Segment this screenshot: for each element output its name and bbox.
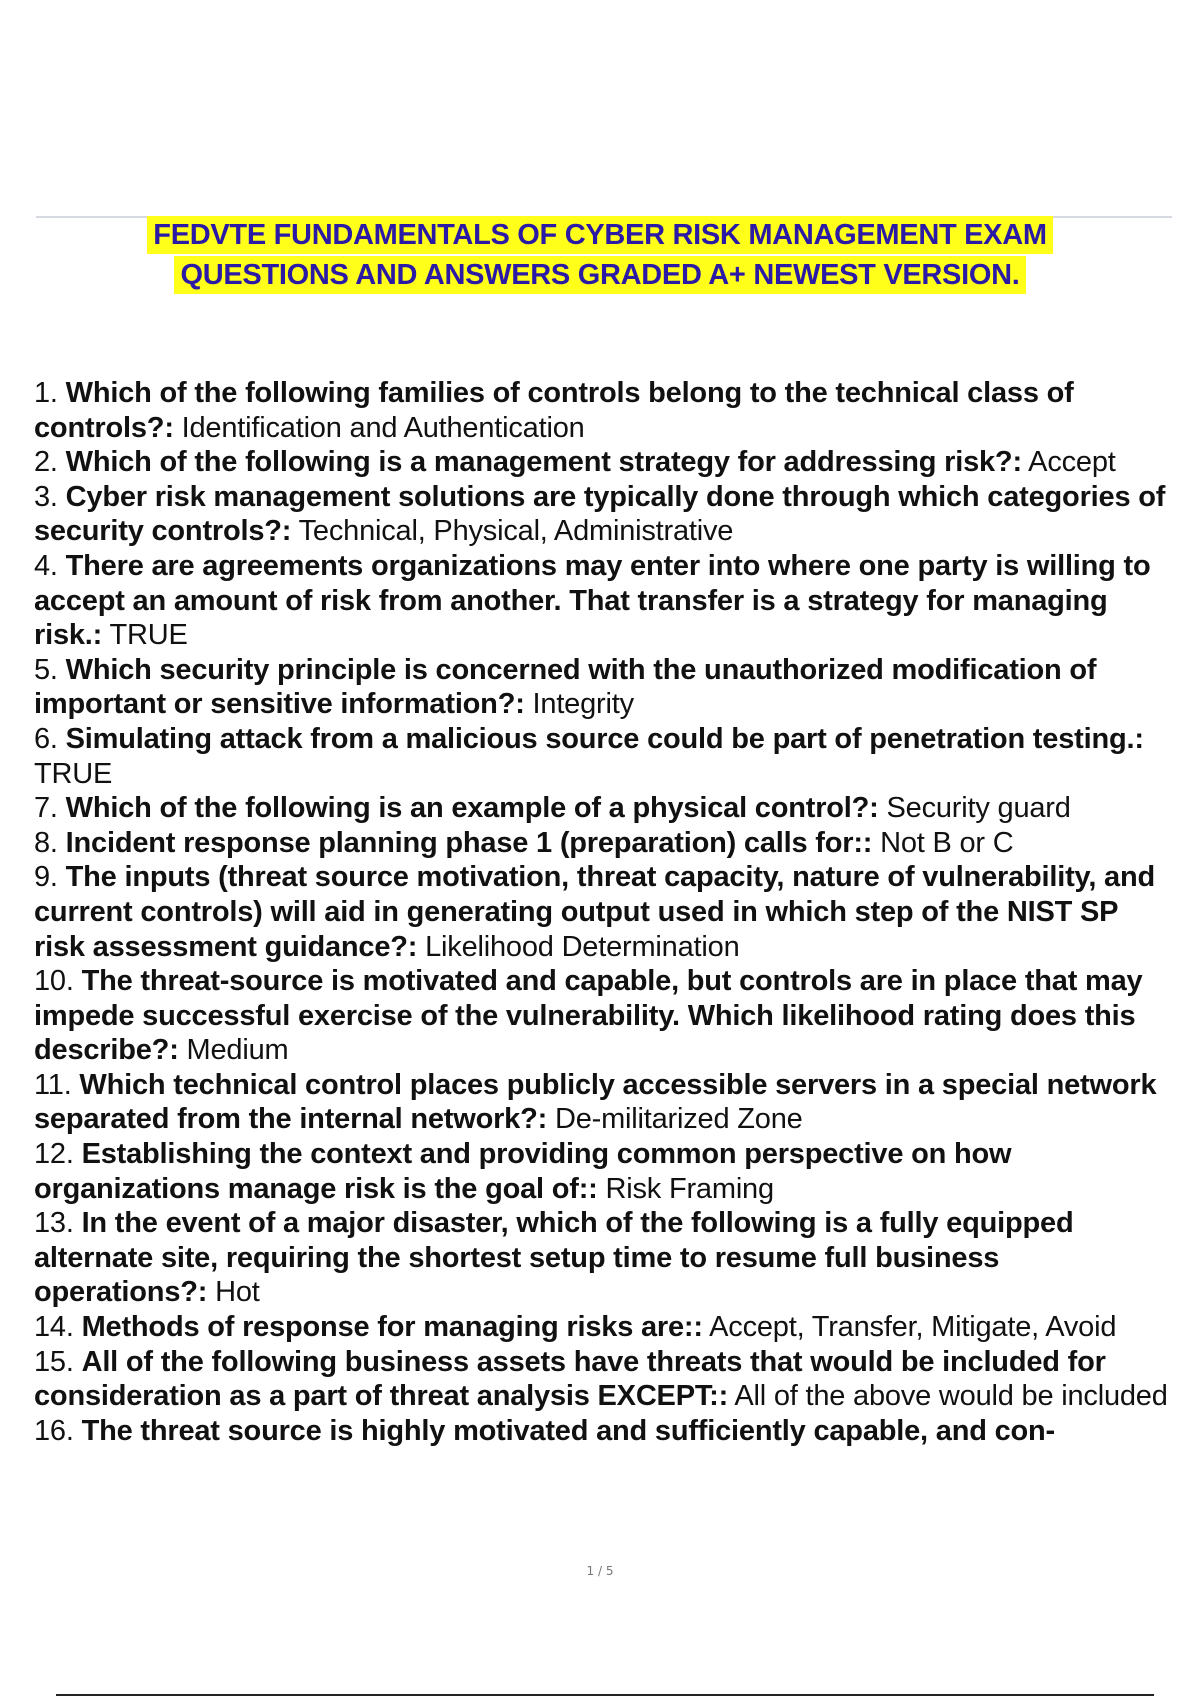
question-text: Which of the following families of controls belong to the technical class of controls?: [34,377,1074,444]
qa-item [34,860,1168,964]
answer-text: TRUE [109,619,188,652]
answer-text: Security guard [886,792,1071,825]
title-line-1: FEDVTE FUNDAMENTALS OF CYBER RISK MANAGEMENT EXAM [147,216,1052,254]
qa-item [34,722,1168,791]
answer-text: Accept [1028,446,1116,479]
answer-text: De-militarized Zone [554,1103,803,1136]
question-text: In the event of a major disaster, which of the following is a fully equipped alternate site, requiring the shortest setup time to resume full business operations?: [34,1207,1074,1309]
qa-item [34,653,1168,722]
item-number: 13. [34,1207,74,1240]
question-text: There are agreements organizations may enter into where one party is willing to accept an amount of risk from another. That transfer is a strategy for managing risk.: [34,549,1151,652]
item-number: 3. [34,480,58,513]
qa-item [34,1206,1168,1310]
document-title [0,216,1200,294]
item-number: 8. [34,826,58,859]
qa-item [34,964,1168,1068]
question-text: Incident response planning phase 1 (preparation) calls for:: [65,826,873,859]
qa-item [34,791,1168,826]
qa-list [34,376,1168,1448]
question-text: The inputs (threat source motivation, threat capacity, nature of vulnerability, and current controls) will aid in generating output used in which step of the NIST SP risk assessment guidance?: [34,861,1156,963]
qa-item [34,376,1168,445]
qa-item [34,1345,1168,1414]
item-number: 12. [34,1138,74,1171]
qa-item [34,1137,1168,1206]
page-number: 1 / 5 [586,1564,614,1578]
question-text: Which security principle is concerned with the unauthorized modification of important or sensitive information?: [34,653,1097,721]
answer-text: Likelihood Determination [425,930,740,963]
title-line-2: QUESTIONS AND ANSWERS GRADED A+ NEWEST VERSION. [174,256,1025,294]
item-number: 10. [34,965,74,998]
question-text: Which of the following is a management strategy for addressing risk?: [65,446,1022,479]
qa-item [34,549,1168,653]
qa-item [34,480,1168,549]
qa-item [34,1414,1168,1449]
question-text: The threat source is highly motivated and sufficiently capable, and con- [81,1414,1055,1447]
answer-text: Technical, Physical, Administrative [298,515,734,548]
question-text: The threat-source is motivated and capable, but controls are in place that may impede successful exercise of the vulnerability. Which likelihood rating does this describe?: [34,965,1143,1067]
answer-text: Integrity [532,688,634,721]
item-number: 14. [34,1311,74,1344]
question-text: Cyber risk management solutions are typically done through which categories of security controls?: [34,480,1166,548]
item-number: 15. [34,1345,74,1378]
question-text: Which technical control places publicly accessible servers in a special network separated from the internal network?: [34,1068,1157,1136]
item-number: 1. [34,377,58,409]
question-text: Methods of response for managing risks are:: [81,1311,703,1344]
item-number: 5. [34,653,58,686]
answer-text: Accept, Transfer, Mitigate, Avoid [709,1311,1117,1344]
question-text: Establishing the context and providing common perspective on how organizations manage risk is the goal of:: [34,1138,1012,1205]
item-number: 2. [34,446,58,479]
qa-item [34,826,1168,861]
qa-item [34,1310,1168,1345]
qa-item [34,1068,1168,1137]
item-number: 11. [34,1068,72,1101]
bottom-divider [56,1694,1154,1696]
item-number: 7. [34,792,58,825]
answer-text: Not B or C [880,826,1014,859]
answer-text: Hot [215,1276,260,1309]
item-number: 4. [34,549,58,582]
qa-item [34,445,1168,480]
item-number: 9. [34,861,58,894]
answer-text: Risk Framing [605,1172,774,1205]
question-text: Which of the following is an example of a physical control?: [65,792,879,825]
item-number: 16. [34,1414,74,1447]
item-number: 6. [34,722,58,755]
question-text: Simulating attack from a malicious source could be part of penetration testing.: [65,722,1144,755]
answer-text: All of the above would be included [734,1380,1168,1413]
question-text: All of the following business assets have threats that would be included for consideration as a part of threat analysis EXCEPT:: [34,1345,1106,1413]
answer-text: Identification and Authentication [181,411,585,444]
answer-text: Medium [186,1034,289,1067]
answer-text: TRUE [34,757,113,790]
